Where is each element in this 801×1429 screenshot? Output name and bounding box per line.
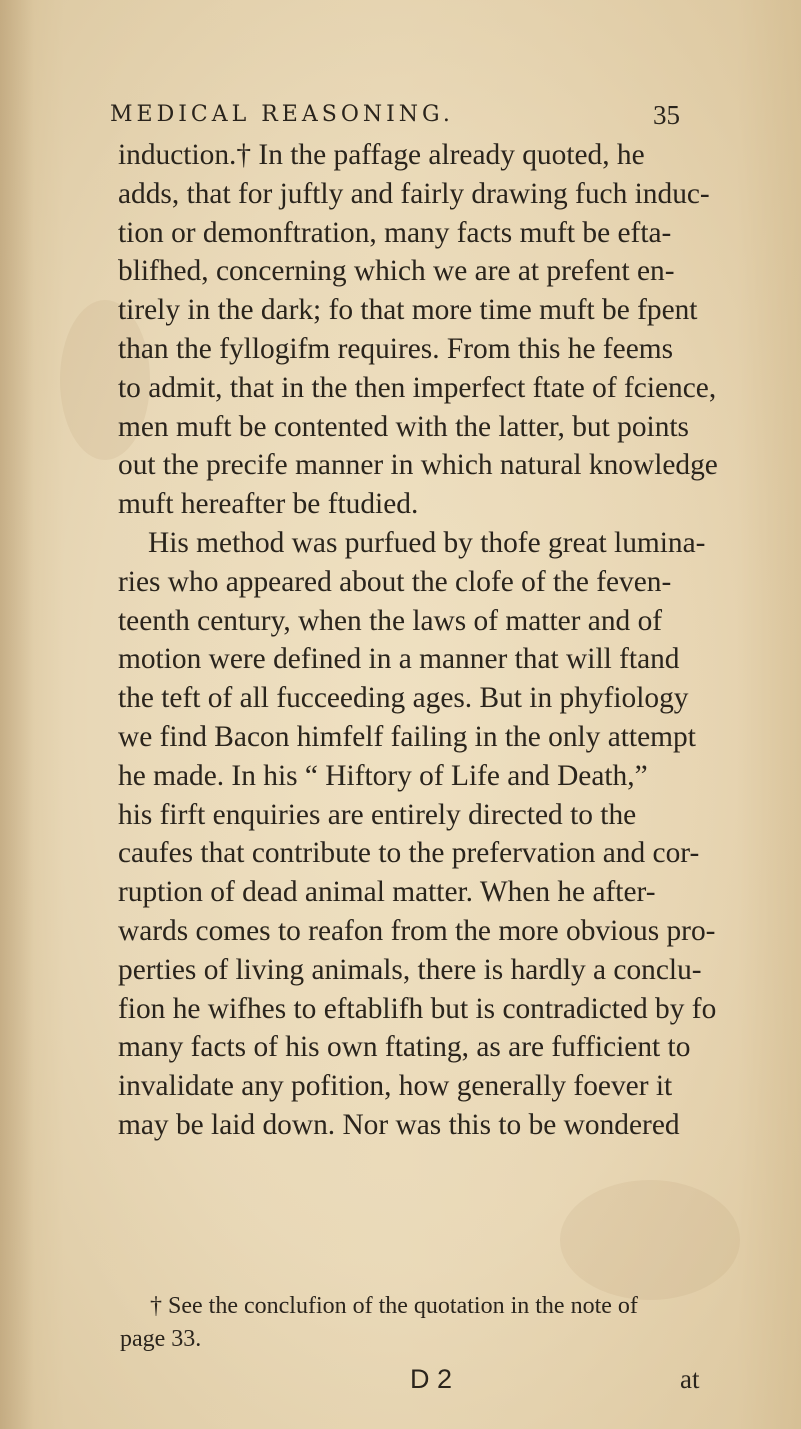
text-line: motion were defined in a manner that will ftand	[118, 643, 680, 676]
page-number: 35	[653, 100, 680, 130]
page-edge-shadow	[0, 0, 34, 1429]
footnote-line: page 33.	[120, 1326, 202, 1352]
running-head	[110, 100, 680, 134]
footnote	[120, 1290, 740, 1356]
text-line: blifhed, concerning which we are at prefent en-	[118, 255, 675, 288]
text-line: ruption of dead animal matter. When he after-	[118, 876, 656, 909]
text-line: we find Bacon himfelf failing in the only attempt	[118, 720, 696, 753]
text-line: out the precife manner in which natural knowledge	[118, 449, 718, 482]
footnote-line: † See the conclufion of the quotation in the note of	[150, 1293, 638, 1319]
catchword: at	[680, 1364, 700, 1394]
text-line: he made. In his “ Hiftory of Life and Death,”	[118, 759, 648, 792]
text-line: his firft enquiries are entirely directed to the	[118, 798, 637, 831]
text-line: adds, that for juftly and fairly drawing fuch induc-	[118, 177, 710, 210]
text-line: wards comes to reafon from the more obvious pro-	[118, 914, 716, 947]
paper-stain	[560, 1180, 740, 1300]
text-line: than the fyllogifm requires. From this he feems	[118, 332, 674, 365]
signature-mark: D 2	[410, 1364, 453, 1394]
text-line: ries who appeared about the clofe of the feven-	[118, 565, 672, 598]
text-line: fion he wifhes to eftablifh but is contradicted by fo	[118, 992, 717, 1025]
text-line: induction.† In the paffage already quoted, he	[118, 139, 645, 171]
text-line: may be laid down. Nor was this to be wondered	[118, 1108, 680, 1141]
body-text	[118, 136, 748, 1145]
text-line: many facts of his own ftating, as are fufficient to	[118, 1031, 691, 1064]
text-line: caufes that contribute to the prefervation and cor-	[118, 837, 700, 870]
running-head-title: MEDICAL REASONING.	[110, 102, 454, 127]
text-line: teenth century, when the laws of matter and of	[118, 604, 663, 637]
text-line: muft hereafter be ftudied.	[118, 488, 419, 521]
text-line: the teft of all fucceeding ages. But in phyfiology	[118, 682, 689, 715]
text-line: men muft be contented with the latter, but points	[118, 410, 689, 443]
text-line: to admit, that in the then imperfect ftate of fcience,	[118, 371, 717, 404]
text-line: invalidate any pofition, how generally foever it	[118, 1070, 673, 1103]
text-line: tion or demonftration, many facts muft be efta-	[118, 216, 672, 249]
text-line: perties of living animals, there is hardly a conclu-	[118, 953, 702, 986]
paragraph-start-line: His method was purfued by thofe great lumina-	[148, 526, 706, 559]
text-line: tirely in the dark; fo that more time muft be fpent	[118, 294, 698, 327]
